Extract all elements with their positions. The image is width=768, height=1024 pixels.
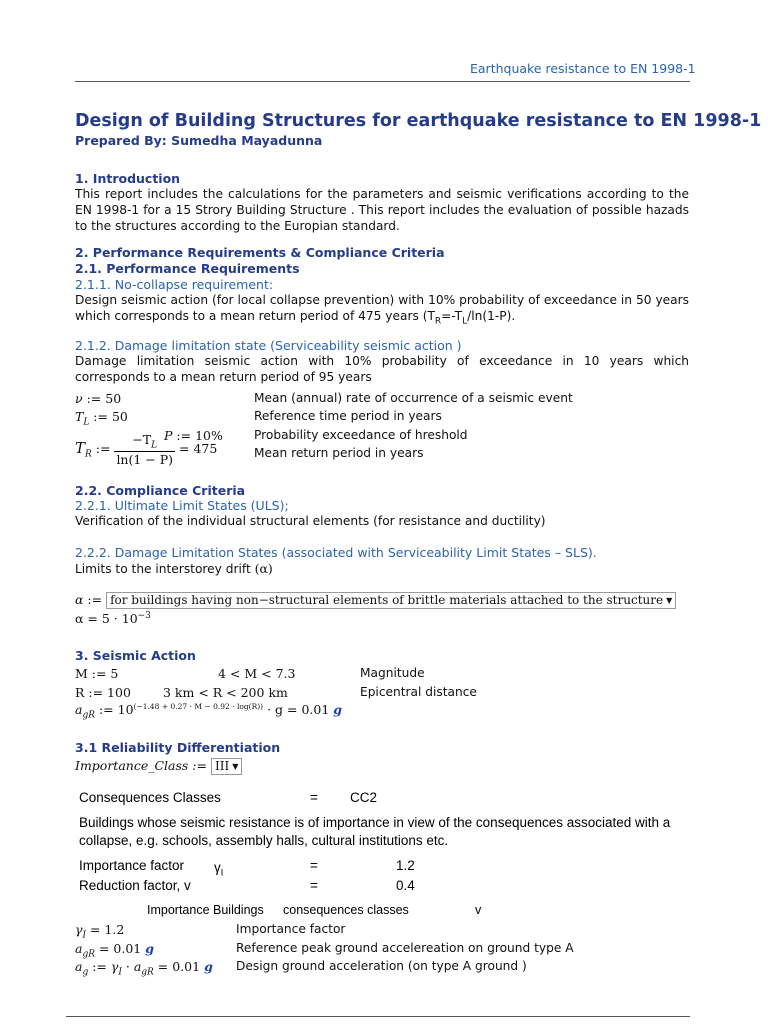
document-title: Design of Building Structures for earthquake resistance to EN 1998-1 (75, 111, 762, 131)
reliability-heading: 3.1 Reliability Differentiation (75, 740, 281, 755)
r-range: 3 km < R < 200 km (163, 685, 288, 700)
nu-description: Mean (annual) rate of occurrence of a seismic event (254, 391, 573, 405)
ag-description: Design ground acceleration (on type A ground ) (236, 959, 527, 973)
no-collapse-heading: 2.1.1. No-collapse requirement: (75, 277, 274, 292)
column-v: v (475, 903, 482, 917)
importance-factor-value: 1.2 (396, 858, 415, 873)
importance-class-definition: Importance_Class := III ▼ (75, 758, 242, 775)
reduction-factor-label: Reduction factor, v (79, 878, 191, 893)
importance-factor-equals: = (310, 858, 318, 873)
dls-heading: 2.2.2. Damage Limitation States (associated with Serviceability Limit States – SLS). (75, 545, 597, 560)
agr-formula: $a_{gR}$ := $10^{(-1.48 + 0.27 \cdot M - 0.92 \cdot log(R))} \cdot g = 0.01$ g (75, 702, 343, 721)
consequences-value: CC2 (350, 790, 378, 805)
alpha-result: $\alpha = 5 \cdot 10^{-3}$ (75, 611, 151, 627)
p-definition: P := 10% (164, 428, 223, 443)
column-importance-buildings: Importance Buildings (147, 903, 264, 917)
ag-definition: $a_g$ := $\gamma_I \cdot a_{gR} = 0.01$ g (75, 959, 213, 978)
nu-definition: ν := 50 (75, 391, 122, 406)
agr-description: Reference peak ground accelereation on ground type A (236, 941, 574, 955)
m-definition: M := 5 (75, 666, 119, 681)
reduction-factor-value: 0.4 (396, 878, 415, 893)
m-range: 4 < M < 7.3 (218, 666, 296, 681)
intro-text: This report includes the calculations for the parameters and seismic verifications according to the EN 1998-1 for a 15 Strory Building Structure . This report includes the evaluation of possible hazads to the structures according to the Europian standard. (75, 187, 689, 233)
consequences-description: Buildings whose seismic resistance is of importance in view of the consequences associated with a collapse, e.g. schools, assembly halls, cultural institutions etc. (79, 815, 671, 848)
running-header: Earthquake resistance to EN 1998-1 (470, 61, 696, 76)
r-description: Epicentral distance (360, 685, 477, 699)
damage-limitation-text: Damage limitation seismic action with 10% probability of exceedance in 10 years which corresponds to a mean return period of 95 years (75, 354, 689, 384)
alpha-dropdown[interactable]: for buildings having non−structural elements of brittle materials attached to the structure ▼ (106, 592, 676, 609)
importance-factor-symbol: $\gamma_I$ (214, 860, 224, 878)
compliance-heading: 2.2. Compliance Criteria (75, 483, 246, 498)
reduction-factor-equals: = (310, 878, 318, 893)
uls-heading: 2.2.1. Ultimate Limit States (ULS); (75, 498, 289, 513)
section2-heading: 2. Performance Requirements & Compliance Criteria (75, 245, 445, 260)
p-description: Probability exceedance of hreshold (254, 428, 468, 442)
author-line: Prepared By: Sumedha Mayadunna (75, 133, 323, 148)
alpha-definition: α := for buildings having non−structural elements of brittle materials attached to the structure ▼ (75, 592, 676, 609)
importance-factor-label: Importance factor (79, 858, 185, 873)
importance-class-dropdown[interactable]: III ▼ (211, 758, 242, 775)
column-consequences-classes: consequences classes (283, 903, 409, 917)
uls-text: Verification of the individual structural elements (for resistance and ductility) (75, 514, 546, 528)
agr-value: $a_{gR} = 0.01$ g (75, 941, 154, 960)
tr-formula: $T_R$ := $\frac{-T_L}{\ln(1 - P)}$ = 475 (75, 432, 218, 467)
dls-text: Limits to the interstorey drift (α) (75, 561, 273, 576)
header-rule (75, 81, 690, 82)
section21-heading: 2.1. Performance Requirements (75, 261, 300, 276)
tl-definition: $T_L$ := 50 (75, 409, 128, 428)
intro-heading: 1. Introduction (75, 171, 181, 186)
tr-description: Mean return period in years (254, 446, 424, 460)
footer-rule (66, 1016, 690, 1017)
consequences-equals: = (310, 790, 318, 805)
consequences-label: Consequences Classes (79, 790, 221, 805)
gamma-definition: $\gamma_I = 1.2$ (75, 922, 125, 941)
damage-limitation-heading: 2.1.2. Damage limitation state (Serviceability seismic action ) (75, 338, 462, 353)
tl-description: Reference time period in years (254, 409, 442, 423)
r-definition: R := 100 (75, 685, 131, 700)
chevron-down-icon: ▼ (666, 596, 673, 605)
m-description: Magnitude (360, 666, 425, 680)
no-collapse-text: Design seismic action (for local collapse prevention) with 10% probability of exceedance in 50 years which corresponds to a mean return period of 475 years ($T_R=-T_L/\ln(1-P)$. (75, 293, 689, 327)
gamma-description: Importance factor (236, 922, 346, 936)
seismic-action-heading: 3. Seismic Action (75, 648, 196, 663)
chevron-down-icon: ▼ (232, 762, 239, 771)
